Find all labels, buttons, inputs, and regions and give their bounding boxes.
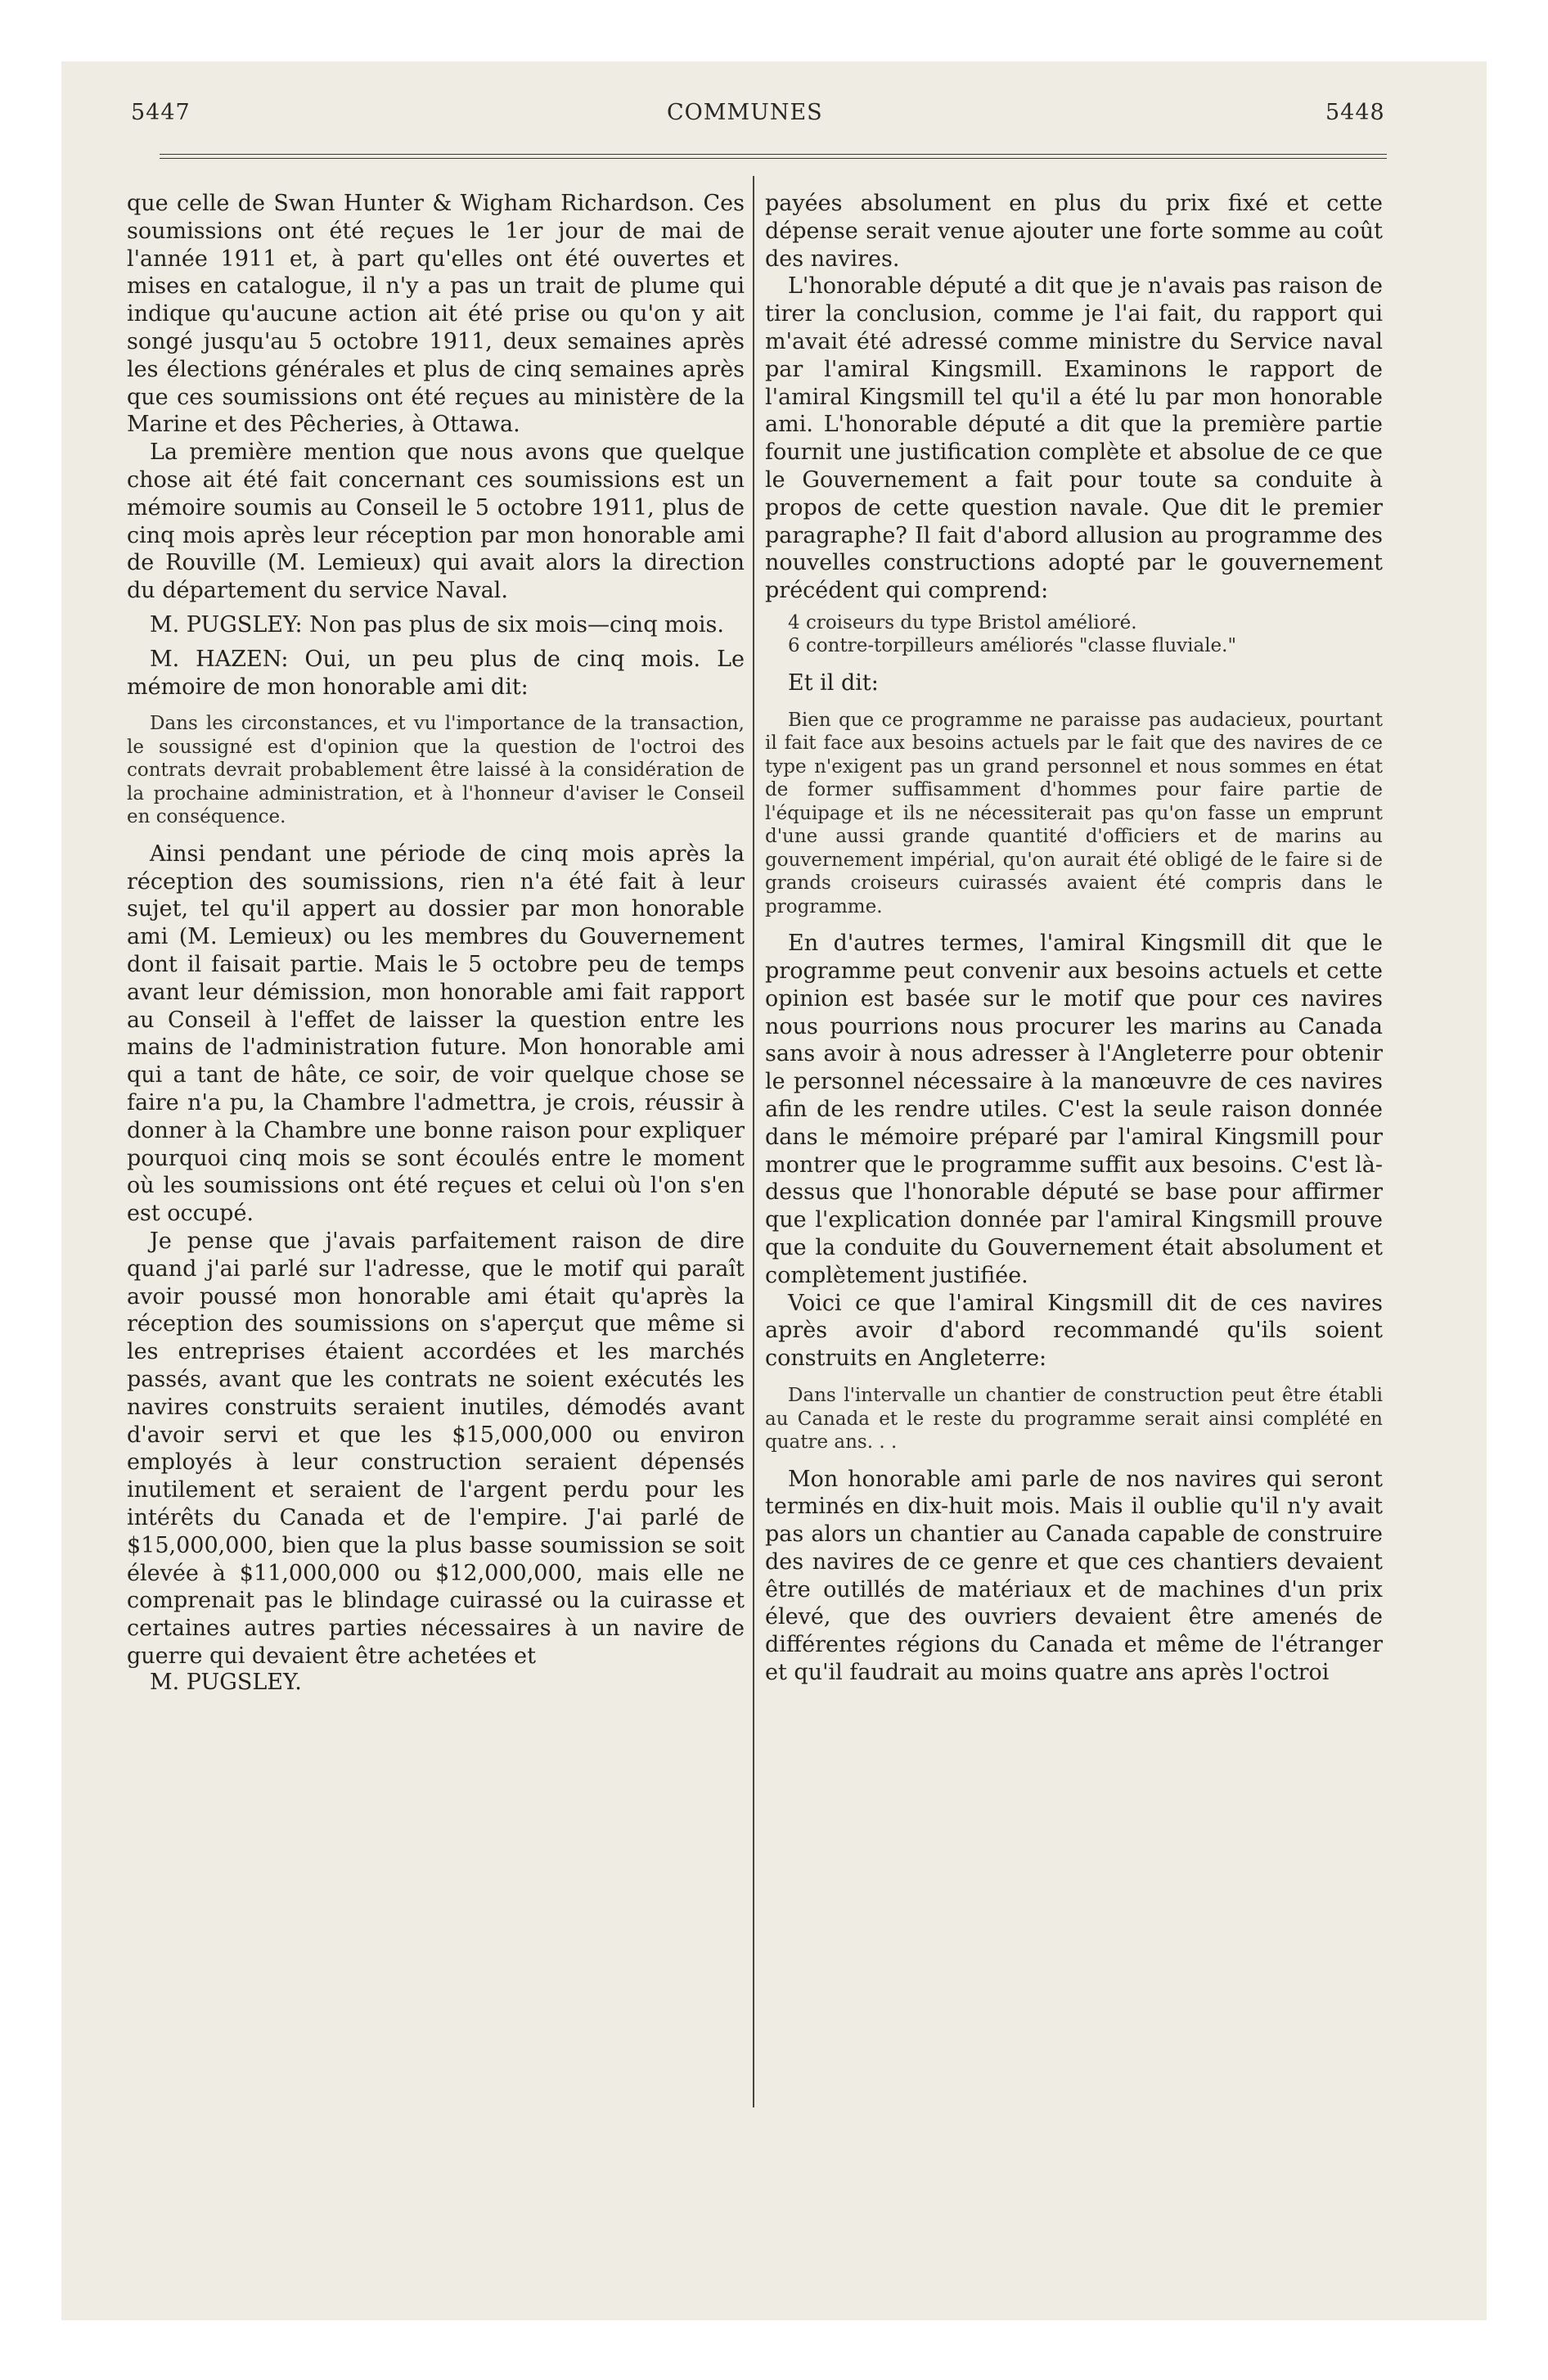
speaker-paragraph: M. PUGSLEY: Non pas plus de six mois—cinq mois. <box>150 611 724 638</box>
paragraph: Voici ce que l'amiral Kingsmill dit de ces navires après avoir d'abord recommandé qu'ils soient construits en Angleterre: <box>765 1290 1383 1372</box>
left-column <box>127 190 745 1695</box>
paragraph: Et il dit: <box>788 669 879 696</box>
paragraph: La première mention que nous avons que quelque chose ait été fait concernant ces soumissions est un mémoire soumis au Conseil le 5 octobre 1911, plus de cinq mois après leur réception par mon honorable ami de Rouville (M. Lemieux) qui avait alors la direction du département du service Naval. <box>127 439 745 604</box>
right-column <box>765 190 1383 1687</box>
page-number-right: 5448 <box>1325 100 1385 125</box>
column-divider <box>753 176 754 2107</box>
paragraph: payées absolument en plus du prix fixé et cette dépense serait venue ajouter une forte somme au coût des navires. <box>765 191 1383 272</box>
running-title: COMMUNES <box>667 100 823 125</box>
paragraph: Ainsi pendant une période de cinq mois après la réception des soumissions, rien n'a été fait à leur sujet, tel qu'il appert au dossier par mon honorable ami (M. Lemieux) ou les membres du Gouvernement dont il faisait partie. Mais le 5 octobre peu de temps avant leur démission, mon honorable ami fait rapport au Conseil à l'effet de laisser la question entre les mains de l'administration future. Mon honorable ami qui a tant de hâte, ce soir, de voir quelque chose se faire n'a pu, la Chambre l'admettra, je crois, réussir à donner à la Chambre une bonne raison pour expliquer pourquoi cinq mois se sont écoulés entre le moment où les soumissions ont été reçues et celui où l'on s'en est occupé. <box>127 841 745 1227</box>
list-item: 6 contre-torpilleurs améliorés "classe fluviale." <box>788 635 1237 657</box>
paragraph: Je pense que j'avais parfaitement raison de dire quand j'ai parlé sur l'adresse, que le motif qui paraît avoir poussé mon honorable ami était qu'après la réception des soumissions on s'aperçut que même si les entreprises étaient accordées et les marchés passés, avant que les contrats ne soient exécutés les navires construits seraient inutiles, démodés avant d'avoir servi et que les $15,000,000 ou environ employés à leur construction seraient dépensés inutilement et seraient de l'argent perdu pour les intérêts du Canada et de l'empire. J'ai parlé de $15,000,000, bien que la plus basse soumission se soit élevée à $11,000,000 ou $12,000,000, mais elle ne comprenait pas le blindage cuirassé ou la cuirasse et certaines autres parties nécessaires à un navire de guerre qui devaient être achetées et <box>127 1228 745 1669</box>
paragraph: que celle de Swan Hunter & Wigham Richardson. Ces soumissions ont été reçues le 1er jour de mai de l'année 1911 et, à part qu'elles ont été ouvertes et mises en catalogue, il n'y a pas un trait de plume qui indique qu'aucune action ait été prise ou qu'on y ait songé jusqu'au 5 octobre 1911, deux semaines après les élections générales et plus de cinq semaines après que ces soumissions ont été reçues au ministère de la Marine et des Pêcheries, à Ottawa. <box>127 191 745 438</box>
list-item: 4 croiseurs du type Bristol amélioré. <box>788 611 1137 633</box>
speaker-signature: M. PUGSLEY. <box>150 1669 302 1695</box>
quoted-report: Dans l'intervalle un chantier de construction peut être établi au Canada et le reste du programme serait ainsi complété en quatre ans. . . <box>765 1385 1383 1453</box>
paragraph: L'honorable député a dit que je n'avais pas raison de tirer la conclusion, comme je l'ai fait, du rapport qui m'avait été adressé comme ministre du Service naval par l'amiral Kingsmill. Examinons le rapport de l'amiral Kingsmill tel qu'il a été lu par mon honorable ami. L'honorable député a dit que la première partie fournit une justification complète et absolue de ce que le Gouvernement a fait pour toute sa conduite à propos de cette question navale. Que dit le premier paragraphe? Il fait d'abord allusion au programme des nouvelles constructions adopté par le gouvernement précédent qui comprend: <box>765 273 1383 604</box>
page-number-left: 5447 <box>131 100 191 125</box>
quoted-memo: Dans les circonstances, et vu l'importance de la transaction, le soussigné est d'opinion que la question de l'octroi des contrats devrait probablement être laissé à la considération de la prochaine administration, et à l'honneur d'aviser le Conseil en conséquence. <box>127 713 745 828</box>
header-rule <box>160 154 1387 159</box>
paragraph: En d'autres termes, l'amiral Kingsmill dit que le programme peut convenir aux besoins actuels et cette opinion est basée sur le motif que pour ces navires nous pourrions nous procurer les marins au Canada sans avoir à nous adresser à l'Angleterre pour obtenir le personnel nécessaire à la manœuvre de ces navires afin de les rendre utiles. C'est la seule raison donnée dans le mémoire préparé par l'amiral Kingsmill pour montrer que le programme suffit aux besoins. C'est là-dessus que l'honorable député se base pour affirmer que l'explication donnée par l'amiral Kingsmill prouve que la conduite du Gouvernement était absolument et complètement justifiée. <box>765 931 1383 1288</box>
quoted-report: Bien que ce programme ne paraisse pas audacieux, pourtant il fait face aux besoins actuels par le fait que des navires de ce type n'exigent pas un grand personnel et nous sommes en état de former suffisamment d'hommes pour faire partie de l'équipage et ils ne nécessiterait pas qu'on fasse un emprunt d'une aussi grande quantité d'officiers et de marins au gouvernement impérial, qu'on aurait été obligé de le faire si de grands croiseurs cuirassés avaient été compris dans le programme. <box>765 709 1383 917</box>
speaker-paragraph: M. HAZEN: Oui, un peu plus de cinq mois. Le mémoire de mon honorable ami dit: <box>127 646 745 700</box>
paragraph: Mon honorable ami parle de nos navires qui seront terminés en dix-huit mois. Mais il oublie qu'il n'y avait pas alors un chantier au Canada capable de construire des navires de ce genre et que ces chantiers devaient être outillés de matériaux et de machines d'un prix élevé, que des ouvriers devaient être amenés de différentes régions du Canada et même de l'étranger et qu'il faudrait au moins quatre ans après l'octroi <box>765 1466 1383 1686</box>
